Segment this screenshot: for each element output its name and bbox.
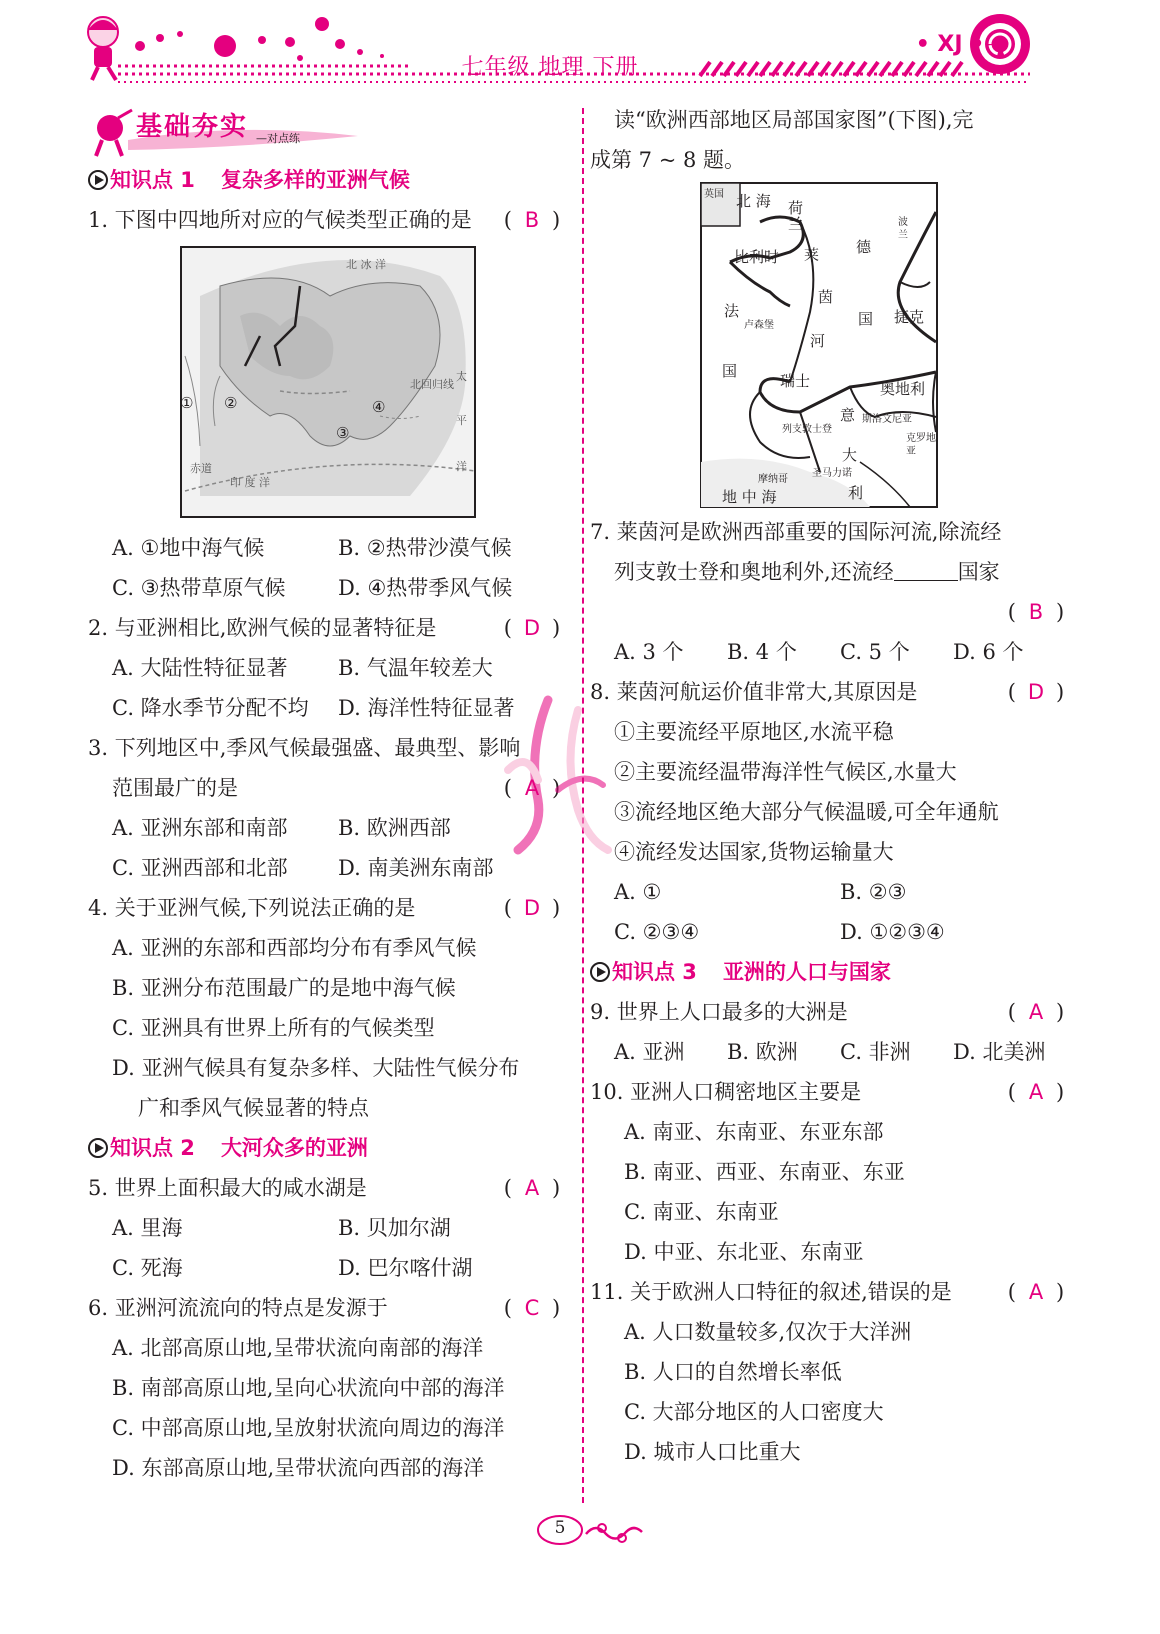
map-label-arctic-ocean: 北 冰 洋: [346, 258, 386, 271]
page-header: [0, 0, 1160, 100]
question-text: 范围最广的是: [112, 776, 238, 800]
answer-bracket: ( C ): [490, 1288, 574, 1328]
left-column: [88, 100, 574, 1488]
answer-value: A: [1028, 1080, 1044, 1104]
option-b: B. 南部高原山地,呈向心状流向中部的海洋: [112, 1376, 505, 1400]
question-9-stem: [590, 992, 1078, 1032]
answer-value: D: [523, 616, 541, 640]
knowledge-point-label: 知识点 2: [110, 1136, 195, 1160]
option-d-continued: 广和季风气候显著的特点: [138, 1096, 369, 1120]
option-b: B. 欧洲西部: [338, 816, 451, 840]
answer-bracket: ( A ): [994, 1072, 1078, 1112]
option-b: B. 南亚、西亚、东南亚、东亚: [624, 1160, 905, 1184]
question-text: 8. 莱茵河航运价值非常大,其原因是: [590, 680, 918, 704]
option-c: C. 南亚、东南亚: [624, 1200, 779, 1224]
question-text: 9. 世界上人口最多的大洲是: [590, 1000, 848, 1024]
map-label-switzerland: 瑞士: [780, 372, 811, 390]
question-text: 列支敦士登和奥地利外,还流经: [614, 560, 894, 584]
map-marker-3: ③: [336, 424, 350, 442]
question-2-options-row-2: [88, 688, 574, 728]
map-marker-4: ④: [372, 398, 386, 416]
statement-3: ③流经地区绝大部分气候温暖,可全年通航: [614, 800, 999, 824]
option-c: C. 中部高原山地,呈放射状流向周边的海洋: [112, 1416, 505, 1440]
map-label-mediterranean: 地 中 海: [722, 488, 777, 506]
question-text: 10. 亚洲人口稠密地区主要是: [590, 1080, 862, 1104]
knowledge-point-1-heading: [88, 160, 574, 200]
option-c: C. 非洲: [840, 1040, 911, 1064]
option-b: B. ②③: [840, 880, 907, 904]
question-text: 1. 下图中四地所对应的气候类型正确的是: [88, 208, 472, 232]
intro-text-line-2: 成第 7 ~ 8 题。: [590, 148, 746, 172]
cartoon-boy-icon: [88, 17, 118, 80]
grade-subject-title: 七年级 地理 下册: [461, 55, 639, 80]
map-label-pacific-1: 太: [456, 370, 467, 383]
option-b: B. 人口的自然增长率低: [624, 1360, 842, 1384]
question-5-options-row-2: [88, 1248, 574, 1288]
option-c: C. 降水季节分配不均: [112, 696, 309, 720]
question-9-options: [590, 1032, 1078, 1072]
question-7-answer-line: [590, 592, 1078, 632]
map-label-poland: 波兰: [898, 217, 908, 241]
option-c: C. ③热带草原气候: [112, 576, 286, 600]
question-1-options-row-2: [88, 568, 574, 608]
option-c: C. 死海: [112, 1256, 183, 1280]
question-8-stem: [590, 672, 1078, 712]
question-11-stem: [590, 1272, 1078, 1312]
question-7-stem-line-1: 7. 莱茵河是欧洲西部重要的国际河流,除流经: [590, 520, 1002, 544]
question-2-stem: [88, 608, 574, 648]
option-a: A. 大陆性特征显著: [112, 656, 288, 680]
answer-value: B: [1028, 600, 1044, 624]
map-label-austria: 奥地利: [880, 380, 926, 398]
statement-4: ④流经发达国家,货物运输量大: [614, 840, 894, 864]
answer-value: A: [1028, 1000, 1044, 1024]
map-label-indian-ocean: 印 度 洋: [230, 476, 270, 489]
option-d: D. ④热带季风气候: [338, 576, 513, 600]
map-label-belgium: 比利时: [734, 248, 780, 266]
option-a: A. 亚洲的东部和西部均分布有季风气候: [112, 936, 477, 960]
question-text: 2. 与亚洲相比,欧洲气候的显著特征是: [88, 616, 437, 640]
option-a: A. 南亚、东南亚、东亚东部: [624, 1120, 884, 1144]
answer-value: B: [524, 208, 540, 232]
knowledge-point-2-heading: [88, 1128, 574, 1168]
question-2-options-row-1: [88, 648, 574, 688]
banner-title: 基础夯实: [136, 112, 249, 142]
play-triangle-icon: [590, 962, 610, 982]
question-1-options-row-1: [88, 528, 574, 568]
knowledge-point-title: 大河众多的亚洲: [220, 1136, 368, 1160]
map-label-france-1: 法: [724, 302, 740, 320]
map-label-uk: 英国: [704, 189, 724, 200]
answer-bracket: ( B ): [994, 592, 1078, 632]
option-b: B. 贝加尔湖: [338, 1216, 451, 1240]
option-d: D. 东部高原山地,呈带状流向西部的海洋: [112, 1456, 485, 1480]
map-label-san-marino: 圣马力诺: [812, 468, 852, 479]
bubble-decoration: [135, 17, 384, 61]
question-3-stem-line-2: [88, 768, 574, 808]
map-label-croatia: 克罗地亚: [906, 433, 936, 457]
question-text: 5. 世界上面积最大的咸水湖是: [88, 1176, 367, 1200]
option-d: D. 城市人口比重大: [624, 1440, 801, 1464]
answer-bracket: ( A ): [994, 1272, 1078, 1312]
intro-text-line-1: 读“欧洲西部地区局部国家图”(下图),完: [614, 108, 974, 132]
fill-in-blank: [894, 557, 958, 581]
answer-bracket: ( A ): [490, 768, 574, 808]
question-7-stem-line-2: [590, 552, 1078, 592]
option-d: D. 巴尔喀什湖: [338, 1256, 473, 1280]
statement-2: ②主要流经温带海洋性气候区,水量大: [614, 760, 957, 784]
option-a: A. 亚洲东部和南部: [112, 816, 288, 840]
slash-decoration: [700, 62, 962, 76]
map-label-italy-1: 意: [840, 406, 856, 424]
question-text: 11. 关于欧洲人口特征的叙述,错误的是: [590, 1280, 952, 1304]
option-c: C. ②③④: [614, 920, 700, 944]
banner-subtitle: —对点练: [256, 132, 300, 145]
answer-value: A: [524, 1176, 540, 1200]
option-a: A. 人口数量较多,仅次于大洋洲: [624, 1320, 912, 1344]
map-marker-2: ②: [224, 394, 238, 412]
option-c: C. 亚洲西部和北部: [112, 856, 288, 880]
map-label-italy-2: 大: [842, 446, 858, 464]
option-a: A. ①地中海气候: [112, 536, 265, 560]
option-b: B. 亚洲分布范围最广的是地中海气候: [112, 976, 456, 1000]
question-text: 6. 亚洲河流流向的特点是发源于: [88, 1296, 388, 1320]
edition-mark: • XJ •: [915, 32, 985, 57]
question-text: 4. 关于亚洲气候,下列说法正确的是: [88, 896, 416, 920]
option-d: D. 中亚、东北亚、东南亚: [624, 1240, 864, 1264]
map-label-liechtenstein: 列支敦士登: [782, 424, 832, 435]
question-3-options-row-1: [88, 808, 574, 848]
map-label-north-sea: 北 海: [736, 192, 771, 210]
option-a: A. 里海: [112, 1216, 183, 1240]
answer-value: A: [1028, 1280, 1044, 1304]
map-label-netherlands: 荷兰: [788, 199, 804, 233]
question-8-options-row-2: [590, 912, 1078, 952]
statement-1: ①主要流经平原地区,水流平稳: [614, 720, 894, 744]
answer-value: A: [524, 776, 540, 800]
question-4-stem: [88, 888, 574, 928]
play-triangle-icon: [88, 170, 108, 190]
knowledge-point-title: 复杂多样的亚洲气候: [220, 168, 410, 192]
question-5-options-row-1: [88, 1208, 574, 1248]
answer-value: D: [523, 896, 541, 920]
option-a: A. ①: [614, 880, 662, 904]
knowledge-point-title: 亚洲的人口与国家: [722, 960, 891, 984]
answer-bracket: ( D ): [490, 608, 574, 648]
page-number-footer: [530, 1512, 650, 1552]
map-label-rhine-2: 茵: [818, 288, 834, 306]
map-label-luxembourg: 卢森堡: [744, 320, 774, 331]
knowledge-point-label: 知识点 3: [612, 960, 697, 984]
option-d: D. 南美洲东南部: [338, 856, 494, 880]
option-a: A. 北部高原山地,呈带状流向南部的海洋: [112, 1336, 484, 1360]
answer-bracket: ( B ): [490, 200, 574, 240]
map-label-rhine-1: 莱: [804, 246, 820, 264]
question-8-options-row-1: [590, 872, 1078, 912]
option-d: D. 海洋性特征显著: [338, 696, 515, 720]
question-6-stem: [88, 1288, 574, 1328]
western-europe-map: [700, 182, 938, 508]
question-7-options: [590, 632, 1078, 672]
map-label-pacific-2: 平: [456, 414, 467, 427]
section-banner: [88, 100, 574, 160]
option-c: C. 大部分地区的人口密度大: [624, 1400, 884, 1424]
play-triangle-icon: [88, 1138, 108, 1158]
question-1-stem: [88, 200, 574, 240]
map-label-pacific-3: 洋: [456, 460, 467, 473]
map-label-germany-2: 国: [858, 310, 874, 328]
option-a: A. 3 个: [614, 640, 684, 664]
option-b: B. 4 个: [727, 640, 797, 664]
question-text: 国家: [957, 560, 1000, 584]
option-d: D. ①②③④: [840, 920, 945, 944]
map-label-france-2: 国: [722, 362, 738, 380]
question-5-stem: [88, 1168, 574, 1208]
option-d: D. 北美洲: [953, 1040, 1046, 1064]
map-label-germany-1: 德: [856, 238, 872, 256]
option-b: B. ②热带沙漠气候: [338, 536, 512, 560]
question-text: 3. 下列地区中,季风气候最强盛、最典型、影响: [88, 736, 521, 760]
answer-value: C: [524, 1296, 540, 1320]
option-d: D. 亚洲气候具有复杂多样、大陆性气候分布: [112, 1056, 520, 1080]
answer-bracket: ( D ): [994, 672, 1078, 712]
asia-climate-map: [180, 246, 476, 518]
map-label-equator: 赤道: [190, 462, 212, 475]
question-3-stem-line-1: [88, 728, 574, 768]
map-label-slovenia: 斯洛文尼亚: [862, 414, 912, 425]
answer-bracket: ( A ): [994, 992, 1078, 1032]
map-label-rhine-3: 河: [810, 332, 826, 350]
option-a: A. 亚洲: [614, 1040, 685, 1064]
map-label-italy-3: 利: [848, 484, 864, 502]
option-c: C. 亚洲具有世界上所有的气候类型: [112, 1016, 435, 1040]
map-label-tropic-of-cancer: 北回归线: [410, 378, 454, 391]
answer-bracket: ( A ): [490, 1168, 574, 1208]
question-10-stem: [590, 1072, 1078, 1112]
knowledge-point-3-heading: [590, 952, 1078, 992]
option-b: B. 欧洲: [727, 1040, 798, 1064]
option-b: B. 气温年较差大: [338, 656, 493, 680]
answer-bracket: ( D ): [490, 888, 574, 928]
option-c: C. 5 个: [840, 640, 910, 664]
map-marker-1: ①: [180, 394, 194, 412]
answer-value: D: [1027, 680, 1045, 704]
question-3-options-row-2: [88, 848, 574, 888]
map-label-monaco: 摩纳哥: [758, 474, 788, 485]
map-label-czech: 捷克: [894, 308, 925, 326]
knowledge-point-label: 知识点 1: [110, 168, 195, 192]
option-d: D. 6 个: [953, 640, 1024, 664]
right-column: [590, 100, 1078, 1472]
column-divider: [582, 108, 584, 1503]
page-number: 5: [554, 1518, 566, 1538]
